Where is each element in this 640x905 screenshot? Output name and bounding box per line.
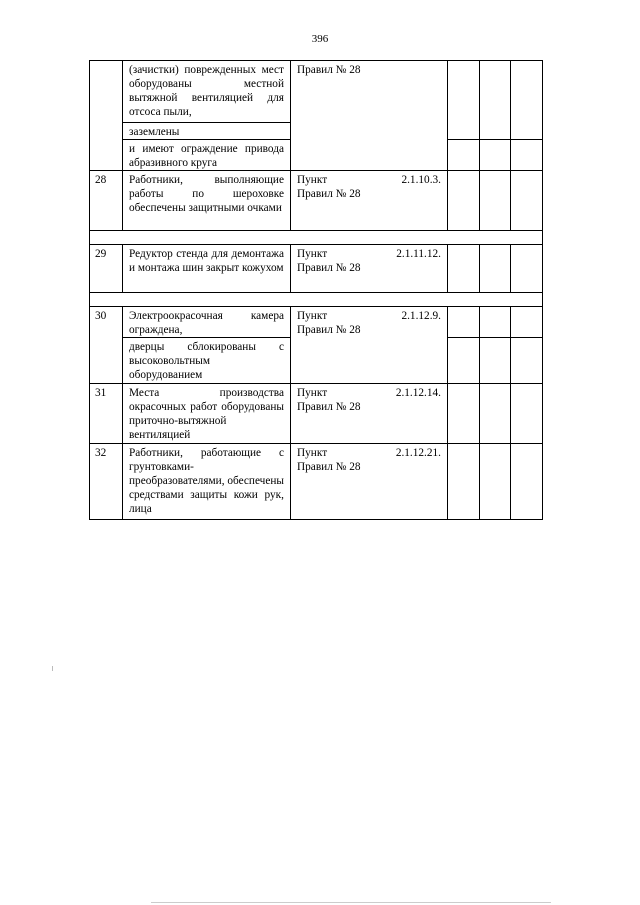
table-row bbox=[90, 384, 543, 444]
requirement-text: Работники, работающие с грунтовками-преобразователями, обеспечены средствами защиты кожи рук, лица bbox=[123, 444, 291, 520]
answer-no-cell[interactable] bbox=[480, 307, 511, 338]
reference-code: 2.1.11.12. bbox=[396, 248, 441, 260]
answer-yes-cell[interactable] bbox=[448, 384, 480, 444]
table-row bbox=[90, 171, 543, 231]
row-number: 30 bbox=[90, 307, 123, 384]
row-number: 29 bbox=[90, 245, 123, 293]
answer-yes-cell[interactable] bbox=[448, 171, 480, 231]
section-heading bbox=[90, 293, 543, 307]
inspection-table bbox=[89, 60, 543, 520]
requirement-text: (зачистки) поврежденных мест оборудованы местной вытяжной вентиляцией для отсоса пыли, bbox=[123, 61, 291, 123]
requirement-text: и имеют ограждение привода абразивного круга bbox=[123, 140, 291, 171]
table-row bbox=[90, 307, 543, 338]
answer-yes-cell[interactable] bbox=[448, 245, 480, 293]
reference-text: Правил № 28 bbox=[297, 324, 361, 336]
answer-na-cell[interactable] bbox=[511, 140, 543, 171]
answer-na-cell[interactable] bbox=[511, 307, 543, 338]
row-number: 31 bbox=[90, 384, 123, 444]
requirement-text: Электроокрасочная камера ограждена, bbox=[123, 307, 291, 338]
reference-text: Правил № 28 bbox=[297, 262, 361, 274]
requirement-text: Работники, выполняющие работы по шероховке обеспечены защитными очками bbox=[123, 171, 291, 231]
section-row bbox=[90, 231, 543, 245]
answer-yes-cell[interactable] bbox=[448, 61, 480, 140]
requirement-text: заземлены bbox=[123, 123, 291, 140]
answer-no-cell[interactable] bbox=[480, 61, 511, 140]
answer-na-cell[interactable] bbox=[511, 245, 543, 293]
answer-no-cell[interactable] bbox=[480, 384, 511, 444]
reference-code: 2.1.10.3. bbox=[401, 174, 441, 186]
answer-yes-cell[interactable] bbox=[448, 140, 480, 171]
table-row bbox=[90, 245, 543, 293]
row-number-cell bbox=[90, 61, 123, 171]
scan-mark bbox=[52, 666, 53, 671]
requirement-text: Редуктор стенда для демонтажа и монтажа шин закрыт кожухом bbox=[123, 245, 291, 293]
reference-code: 2.1.12.14. bbox=[395, 387, 441, 399]
answer-na-cell[interactable] bbox=[511, 171, 543, 231]
answer-no-cell[interactable] bbox=[480, 140, 511, 171]
section-heading bbox=[90, 231, 543, 245]
reference-text: Правил № 28 bbox=[297, 461, 361, 473]
requirement-text: Места производства окрасочных работ оборудованы приточно-вытяжной вентиляцией bbox=[123, 384, 291, 444]
reference-label: Пункт bbox=[297, 310, 328, 322]
scan-edge-line bbox=[151, 902, 551, 903]
table-row bbox=[90, 444, 543, 520]
reference-text: Правил № 28 bbox=[297, 188, 361, 200]
answer-yes-cell[interactable] bbox=[448, 444, 480, 520]
answer-no-cell[interactable] bbox=[480, 171, 511, 231]
reference-cell bbox=[291, 61, 448, 171]
reference-cell bbox=[291, 384, 448, 444]
reference-code: 2.1.12.21. bbox=[395, 447, 441, 459]
reference-text: Правил № 28 bbox=[297, 401, 361, 413]
reference-label: Пункт bbox=[297, 174, 328, 186]
reference-label: Пункт bbox=[297, 387, 328, 399]
reference-code: 2.1.12.9. bbox=[401, 310, 441, 322]
reference-cell bbox=[291, 245, 448, 293]
table-row bbox=[90, 61, 543, 123]
answer-na-cell[interactable] bbox=[511, 338, 543, 384]
reference-cell bbox=[291, 307, 448, 384]
row-number: 28 bbox=[90, 171, 123, 231]
answer-no-cell[interactable] bbox=[480, 338, 511, 384]
reference-text: Правил № 28 bbox=[297, 64, 361, 76]
reference-label: Пункт bbox=[297, 248, 328, 260]
page-number: 396 bbox=[311, 33, 329, 45]
reference-label: Пункт bbox=[297, 447, 328, 459]
answer-no-cell[interactable] bbox=[480, 245, 511, 293]
answer-na-cell[interactable] bbox=[511, 384, 543, 444]
row-number: 32 bbox=[90, 444, 123, 520]
answer-no-cell[interactable] bbox=[480, 444, 511, 520]
answer-yes-cell[interactable] bbox=[448, 307, 480, 338]
requirement-text: дверцы сблокированы с высоковольтным оборудованием bbox=[123, 338, 291, 384]
section-row bbox=[90, 293, 543, 307]
answer-yes-cell[interactable] bbox=[448, 338, 480, 384]
reference-cell bbox=[291, 444, 448, 520]
answer-na-cell[interactable] bbox=[511, 61, 543, 140]
reference-cell bbox=[291, 171, 448, 231]
answer-na-cell[interactable] bbox=[511, 444, 543, 520]
